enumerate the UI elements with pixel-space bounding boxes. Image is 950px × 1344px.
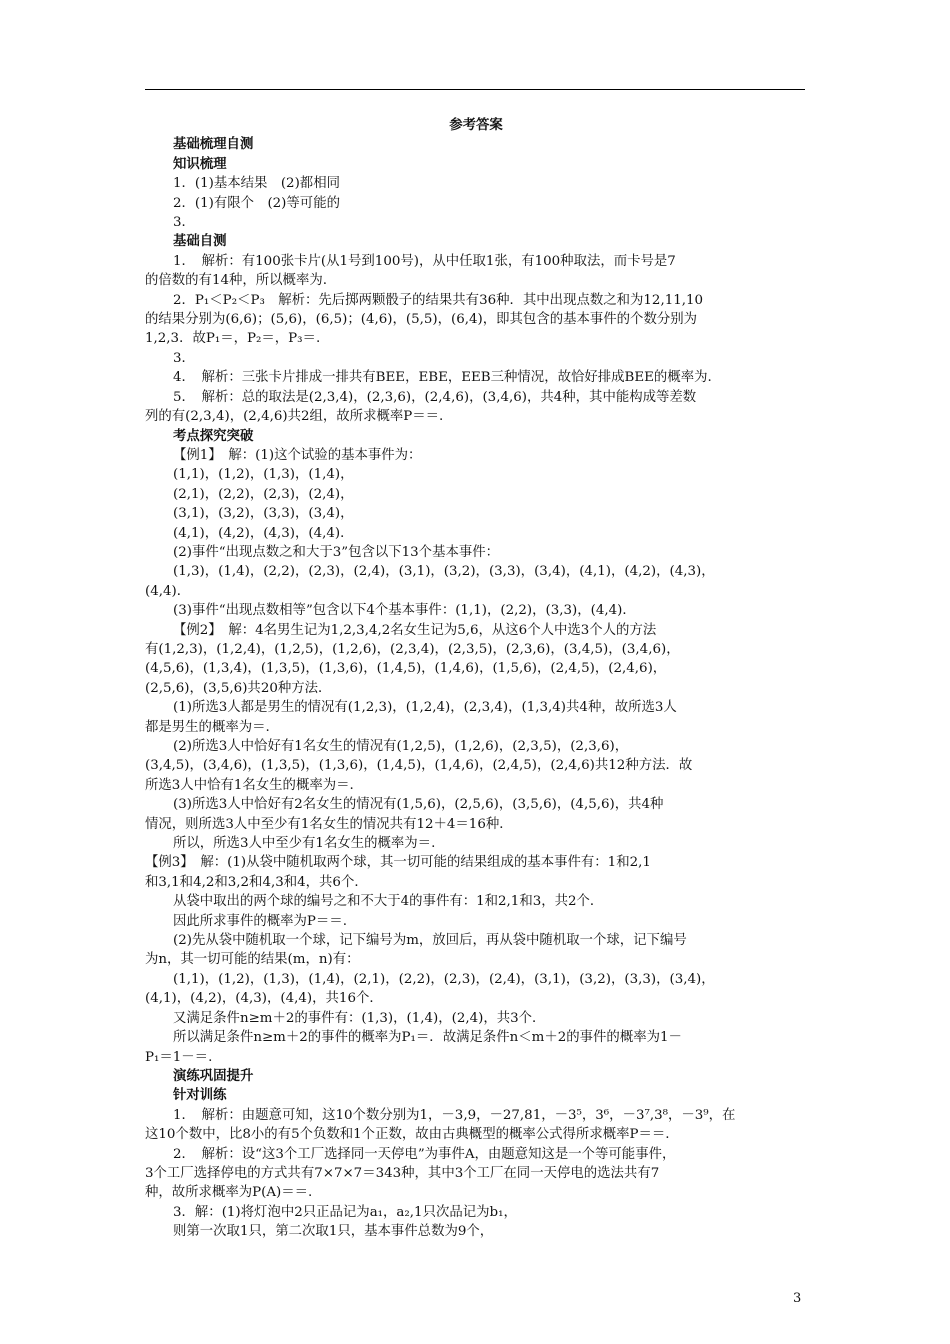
text-line: (2,5,6)，(3,5,6)共20种方法． <box>145 680 332 696</box>
text-line: 种，故所求概率为P(A)＝＝. <box>145 1185 313 1201</box>
text-line: (3,1)，(3,2)，(3,3)，(3,4)， <box>173 506 354 522</box>
text-line: (1,1)，(1,2)，(1,3)，(1,4)，(2,1)，(2,2)，(2,3)，(2,4)，(3,1)，(3,2)，(3,3)，(3,4)， <box>173 971 715 987</box>
section-heading: 演练巩固提升 <box>173 1067 254 1084</box>
text-line: (4,1)，(4,2)，(4,3)，(4,4)． <box>173 525 354 541</box>
text-line: (1,1)，(1,2)，(1,3)，(1,4)， <box>173 467 354 483</box>
text-line: (4,5,6)，(1,3,4)，(1,3,5)，(1,3,6)，(1,4,5)，(1,4,6)，(1,5,6)，(2,4,5)，(2,4,6)， <box>145 661 667 677</box>
text-line: (2)事件“出现点数之和大于3”包含以下13个基本事件： <box>173 544 500 560</box>
text-line: 【例3】 解：(1)从袋中随机取两个球，其一切可能的结果组成的基本事件有：1和2,1 <box>145 855 651 871</box>
text-line: 2． 解析：设“这3个工厂选择同一天停电”为事件A，由题意知这是一个等可能事件， <box>173 1146 676 1162</box>
section-heading: 知识梳理 <box>173 155 227 172</box>
text-line: 5． 解析：总的取法是(2,3,4)，(2,3,6)，(2,4,6)，(3,4,6)，共4种，其中能构成等差数 <box>173 389 697 405</box>
text-line: (4,4)． <box>145 583 191 599</box>
text-line: 这10个数中，比8小的有5个负数和1个正数，故由古典概型的概率公式得所求概率P＝＝. <box>145 1127 670 1143</box>
page-number: 3 <box>793 1291 802 1306</box>
text-line: 3． <box>173 350 195 366</box>
text-line: P₁＝1－＝. <box>145 1049 213 1065</box>
text-line: 1． 解析：由题意可知，这10个数分别为1，－3,9，－27,81，－3⁵，3⁶，－3⁷,3⁸，－3⁹，在 <box>173 1107 736 1123</box>
text-line: 列的有(2,3,4)，(2,4,6)共2组，故所求概率P＝＝. <box>145 409 444 425</box>
text-line: 3个工厂选择停电的方式共有7×7×7＝343种，其中3个工厂在同一天停电的选法共有7 <box>145 1165 660 1181</box>
text-line: 有(1,2,3)，(1,2,4)，(1,2,5)，(1,2,6)，(2,3,4)，(2,3,5)，(2,3,6)，(3,4,5)，(3,4,6)， <box>145 641 680 657</box>
text-line: 1．(1)基本结果 (2)都相同 <box>173 176 340 192</box>
text-line: (2)先从袋中随机取一个球，记下编号为m，放回后，再从袋中随机取一个球，记下编号 <box>173 933 687 949</box>
text-line: 4． 解析：三张卡片排成一排共有BEE，EBE，EEB三种情况，故恰好排成BEE的概率为. <box>173 370 712 386</box>
section-heading: 考点探究突破 <box>173 427 254 444</box>
text-line: (4,1)，(4,2)，(4,3)，(4,4)，共16个． <box>145 991 383 1007</box>
section-heading: 基础自测 <box>173 233 227 250</box>
text-line: (3)事件“出现点数相等”包含以下4个基本事件：(1,1)，(2,2)，(3,3)，(4,4)． <box>173 603 636 619</box>
text-line: 的倍数的有14种，所以概率为. <box>145 273 327 289</box>
text-line: 又满足条件n≥m＋2的事件有：(1,3)，(1,4)，(2,4)，共3个． <box>173 1010 546 1026</box>
text-line: 情况，则所选3人中至少有1名女生的情况共有12＋4＝16种． <box>145 816 513 832</box>
text-line: (2,1)，(2,2)，(2,3)，(2,4)， <box>173 486 354 502</box>
text-line: 1,2,3．故P₁＝，P₂＝，P₃＝. <box>145 331 321 347</box>
text-line: 从袋中取出的两个球的编号之和不大于4的事件有：1和2,1和3，共2个． <box>173 894 604 910</box>
text-line: 为n，其一切可能的结果(m，n)有： <box>145 952 360 968</box>
text-line: (1)所选3人都是男生的情况有(1,2,3)，(1,2,4)，(2,3,4)，(1,3,4)共4种，故所选3人 <box>173 700 677 716</box>
text-line: (2)所选3人中恰好有1名女生的情况有(1,2,5)，(1,2,6)，(2,3,5)，(2,3,6)， <box>173 739 629 754</box>
text-line: 【例2】 解：4名男生记为1,2,3,4,2名女生记为5,6，从这6个人中选3个人的方法 <box>173 622 657 638</box>
text-line: 所以，所选3人中至少有1名女生的概率为＝. <box>173 836 436 852</box>
text-line: (1,3)，(1,4)，(2,2)，(2,3)，(2,4)，(3,1)，(3,2)，(3,3)，(3,4)，(4,1)，(4,2)，(4,3)， <box>173 564 715 580</box>
text-line: 都是男生的概率为＝. <box>145 719 270 735</box>
text-line: 3． <box>173 215 195 231</box>
text-line: 2．(1)有限个 (2)等可能的 <box>173 195 340 211</box>
text-line: 和3,1和4,2和3,2和4,3和4，共6个． <box>145 874 368 890</box>
text-line: (3)所选3人中恰好有2名女生的情况有(1,5,6)，(2,5,6)，(3,5,6)，(4,5,6)，共4种 <box>173 797 664 813</box>
section-heading: 基础梳理自测 <box>173 136 254 153</box>
text-line: 2．P₁＜P₂＜P₃ 解析：先后掷两颗骰子的结果共有36种．其中出现点数之和为12,11,10 <box>173 292 704 308</box>
text-line: 因此所求事件的概率为P＝＝. <box>173 913 347 929</box>
header-rule <box>145 89 805 90</box>
section-heading: 针对训练 <box>173 1087 227 1104</box>
text-line: 1． 解析：有100张卡片(从1号到100号)，从中任取1张，有100种取法，而卡号是7 <box>173 253 676 269</box>
text-line: 3．解：(1)将灯泡中2只正品记为a₁，a₂,1只次品记为b₁， <box>173 1204 517 1220</box>
text-line: 所选3人中恰有1名女生的概率为＝. <box>145 777 354 793</box>
text-line: 的结果分别为(6,6)；(5,6)，(6,5)；(4,6)，(5,5)，(6,4)，即其包含的基本事件的个数分别为 <box>145 312 698 328</box>
text-line: (3,4,5)，(3,4,6)，(1,3,5)，(1,3,6)，(1,4,5)，(1,4,6)，(2,4,5)，(2,4,6)共12种方法．故 <box>145 758 693 774</box>
text-line: 【例1】 解：(1)这个试验的基本事件为： <box>173 447 422 463</box>
answer-body <box>145 116 807 1242</box>
text-line: 所以满足条件n≥m＋2的事件的概率为P₁＝．故满足条件n＜m＋2的事件的概率为1－ <box>173 1030 682 1046</box>
text-line: 则第一次取1只，第二次取1只，基本事件总数为9个， <box>173 1224 494 1240</box>
page-title: 参考答案 <box>449 117 503 133</box>
